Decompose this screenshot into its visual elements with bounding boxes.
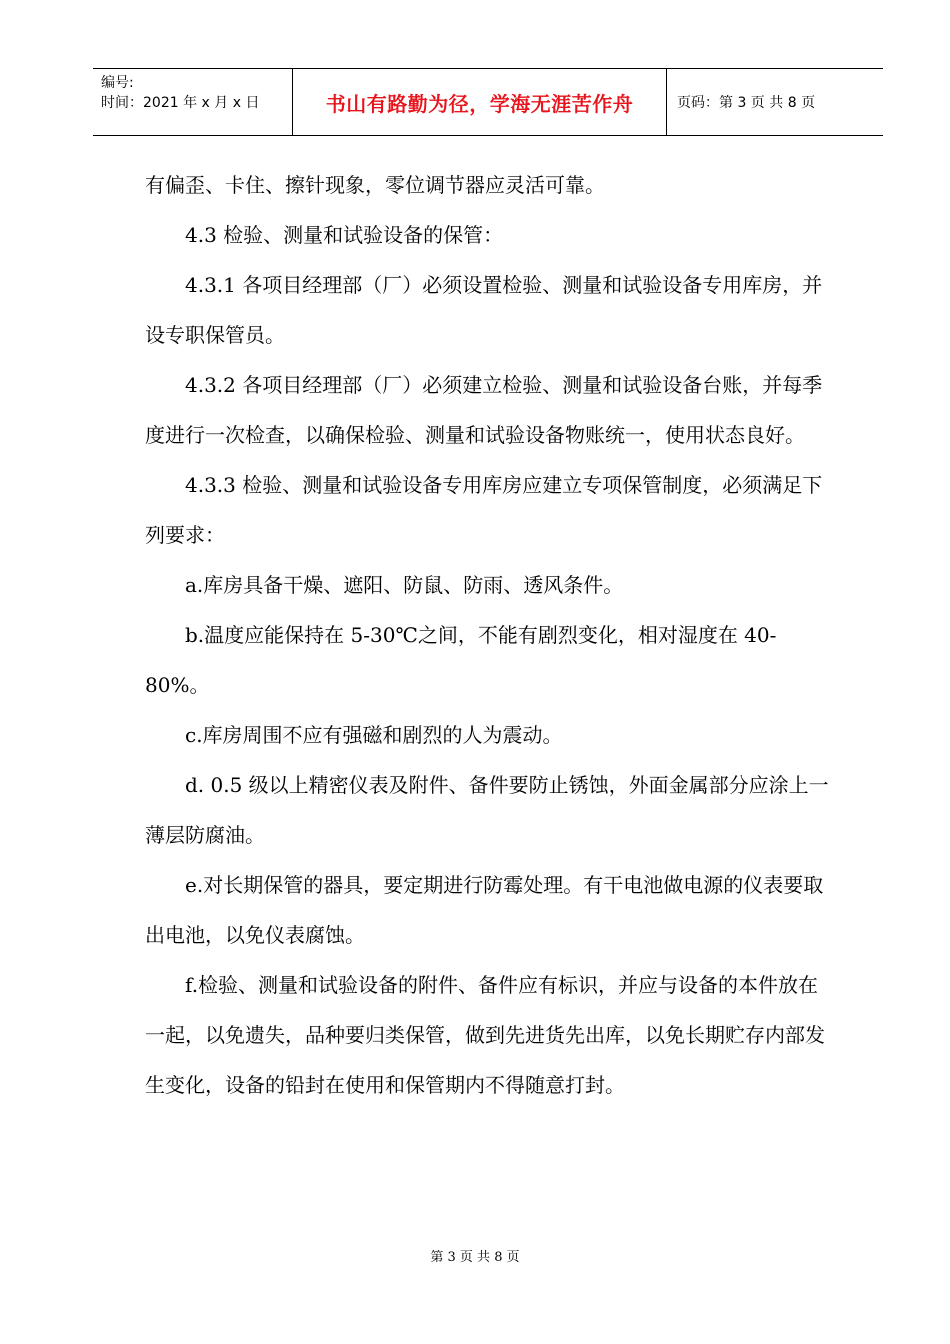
document-time-label: 时间：2021 年 x 月 x 日 bbox=[101, 95, 260, 111]
list-item-e: e.对长期保管的器具，要定期进行防霉处理。有干电池做电源的仪表要取出电池，以免仪表腐蚀。 bbox=[145, 873, 824, 947]
page-header bbox=[93, 68, 883, 136]
list-item-c: c.库房周围不应有强磁和剧烈的人为震动。 bbox=[185, 723, 563, 747]
list-item-b: b.温度应能保持在 5-30℃之间，不能有剧烈变化，相对湿度在 40-80%。 bbox=[145, 623, 777, 697]
paragraph-4-3-2: 4.3.2 各项目经理部（厂）必须建立检验、测量和试验设备台账，并每季度进行一次检查，以确保检验、测量和试验设备物账统一，使用状态良好。 bbox=[145, 373, 823, 447]
paragraph-continuation: 有偏歪、卡住、擦针现象，零位调节器应灵活可靠。 bbox=[145, 173, 605, 197]
list-item-f: f.检验、测量和试验设备的附件、备件应有标识，并应与设备的本件放在一起，以免遗失，品种要归类保管，做到先进货先出库，以免长期贮存内部发生变化，设备的铅封在使用和保管期内不得随意打封。 bbox=[145, 973, 825, 1097]
document-number-label: 编号: bbox=[101, 75, 134, 91]
document-body bbox=[145, 160, 835, 1110]
header-page-number: 页码：第 3 页 共 8 页 bbox=[677, 95, 816, 111]
section-heading-4-3: 4.3 检验、测量和试验设备的保管： bbox=[185, 223, 504, 247]
header-meta bbox=[93, 69, 293, 135]
list-item-d: d. 0.5 级以上精密仪表及附件、备件要防止锈蚀，外面金属部分应涂上一薄层防腐油。 bbox=[145, 773, 829, 847]
paragraph-4-3-1: 4.3.1 各项目经理部（厂）必须设置检验、测量和试验设备专用库房，并设专职保管员。 bbox=[145, 273, 823, 347]
page-footer: 第 3 页 共 8 页 bbox=[430, 1250, 520, 1265]
paragraph-4-3-3: 4.3.3 检验、测量和试验设备专用库房应建立专项保管制度，必须满足下列要求： bbox=[145, 473, 823, 547]
header-motto: 书山有路勤为径，学海无涯苦作舟 bbox=[293, 69, 667, 135]
list-item-a: a.库房具备干燥、遮阳、防鼠、防雨、透风条件。 bbox=[185, 573, 624, 597]
